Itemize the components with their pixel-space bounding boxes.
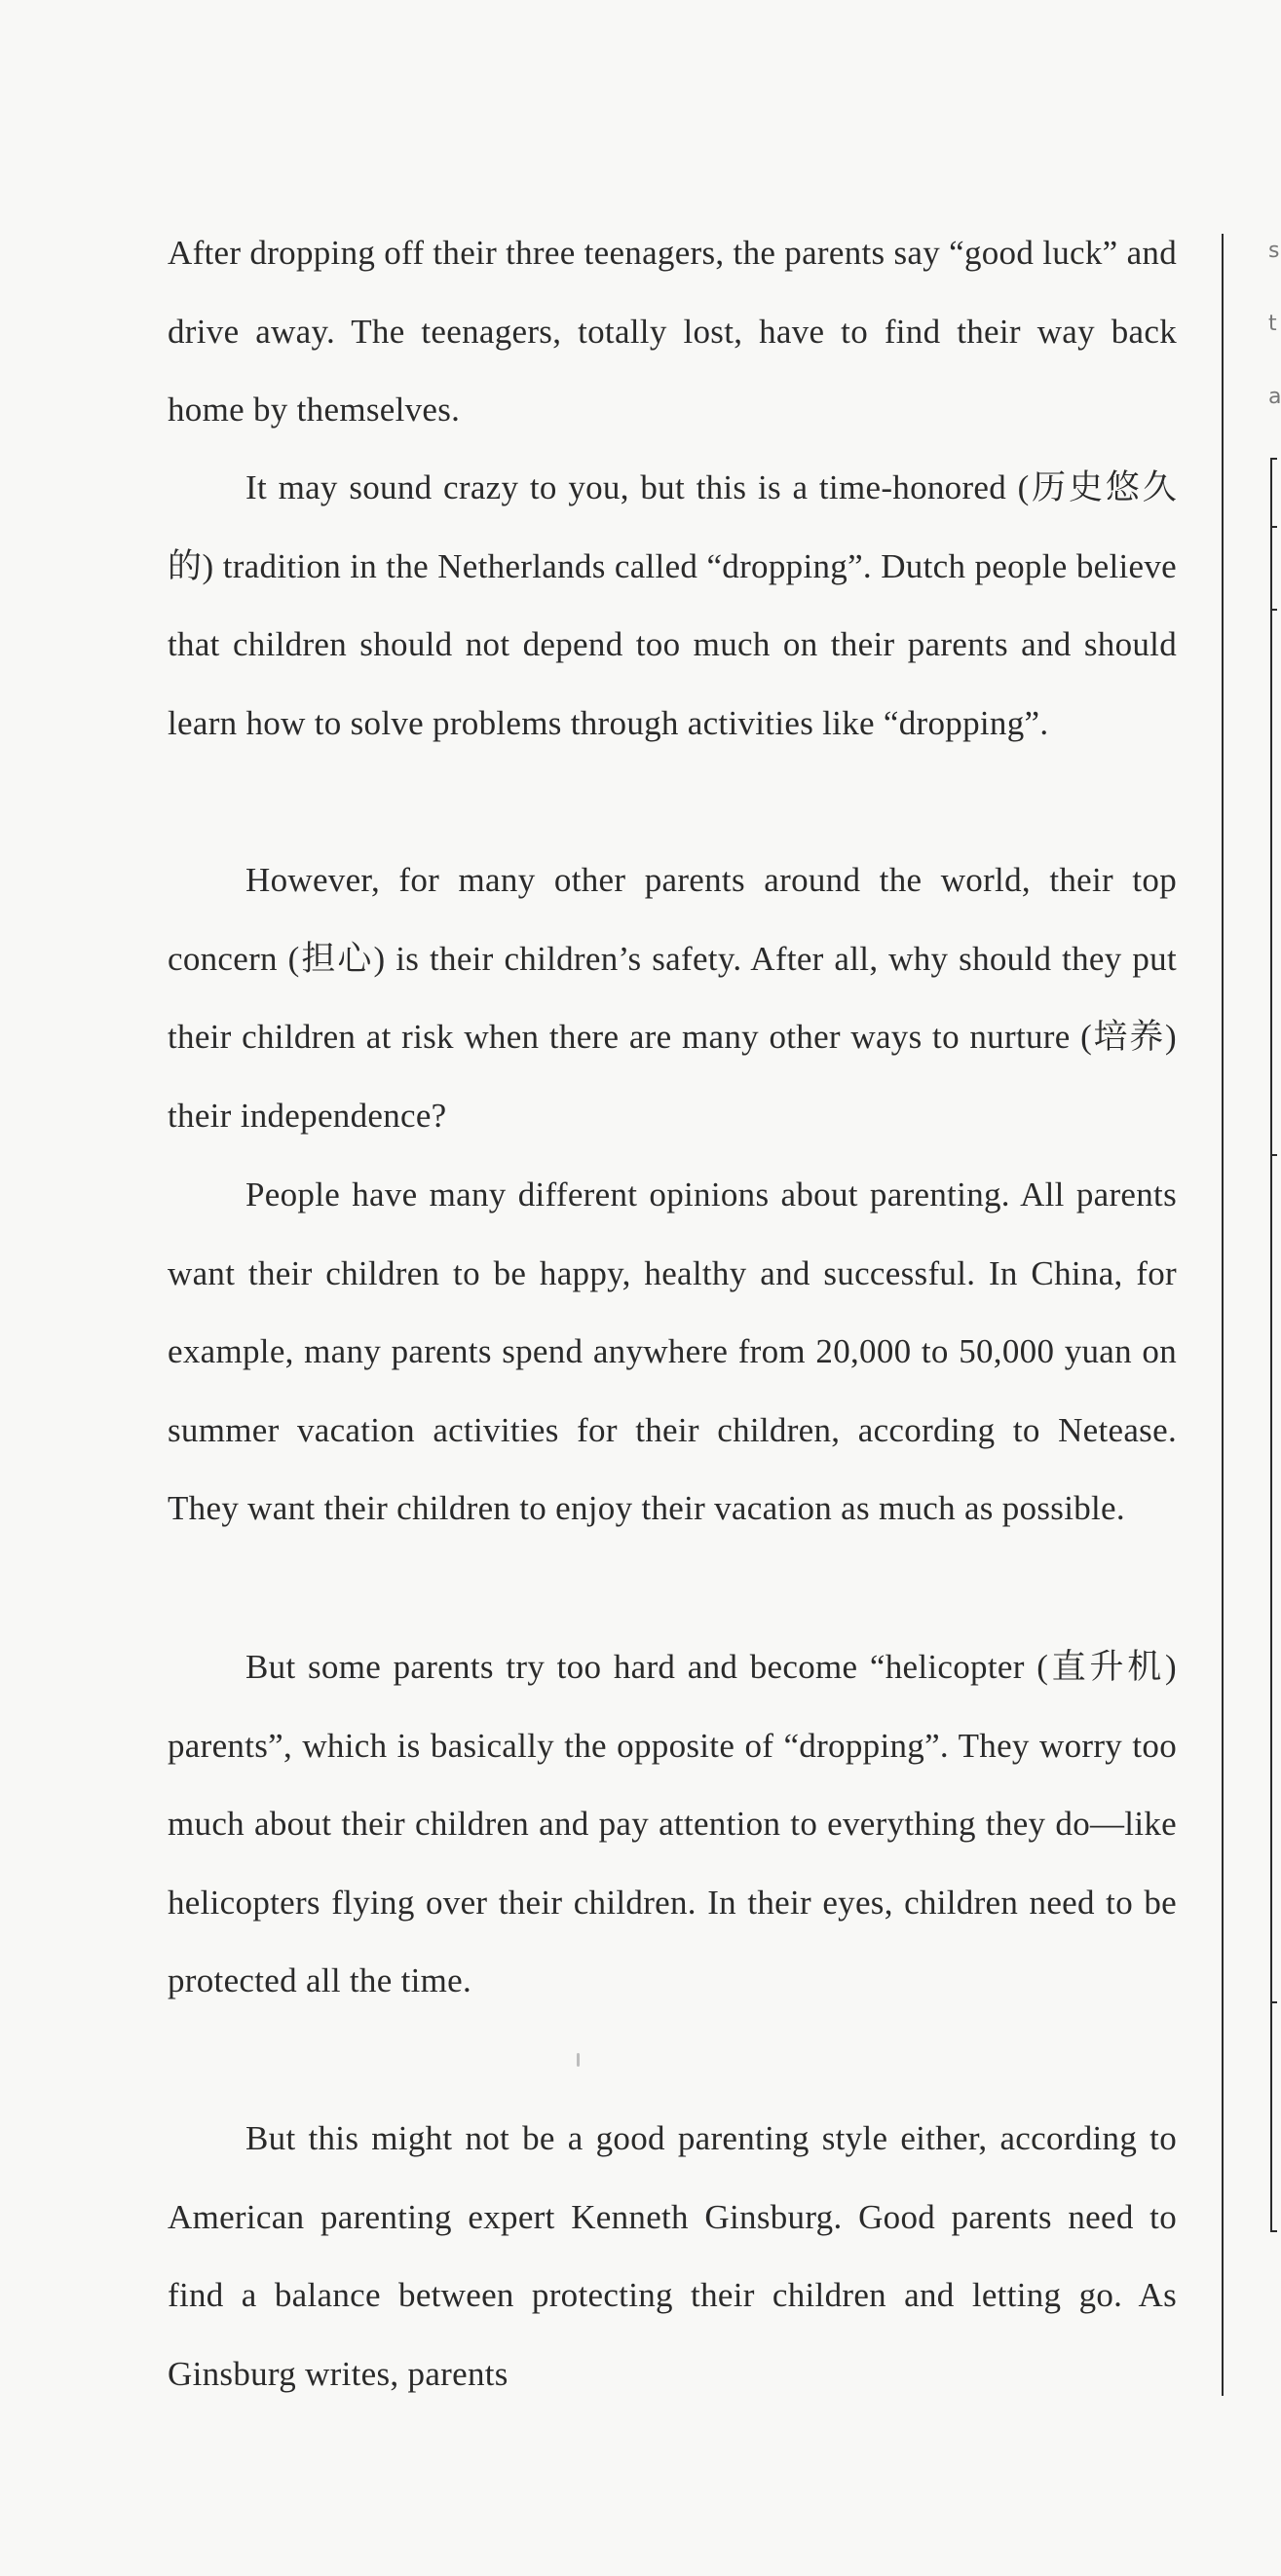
edge-text-3: a [1268, 385, 1281, 409]
paragraph-6: But this might not be a good parenting style either, according to American parenting expert Kenneth Ginsburg. Good parents need to find a balance between protecting their children and letting go. As Ginsburg writes, parents [168, 2119, 1177, 2393]
right-box-row-1 [1270, 526, 1277, 528]
edge-text-2: t [1268, 312, 1277, 336]
right-box-row-3 [1270, 1154, 1277, 1156]
paragraph-3: However, for many other parents around the world, their top concern (担心) is their children’s safety. After all, why should they put their children at risk when there are many other ways to nurture (培养) their independence? [168, 861, 1177, 1135]
right-box-border [1270, 458, 1272, 2230]
right-box-top [1270, 458, 1277, 460]
paragraph-2: It may sound crazy to you, but this is a time-honored (历史悠久的) tradition in the Netherlands called “dropping”. Dutch people believe that children should not depend too much on their parents and should learn how to solve problems through activities like “dropping”. [168, 468, 1177, 742]
right-box-bottom [1270, 2230, 1277, 2232]
right-box-row-2 [1270, 609, 1277, 611]
scan-speck [577, 2053, 580, 2067]
paragraph-1: After dropping off their three teenagers, the parents say “good luck” and drive away. The teenagers, totally lost, have to find their way back home by themselves. [168, 234, 1177, 429]
paragraph-5: But some parents try too hard and become “helicopter (直升机) parents”, which is basically the opposite of “dropping”. They worry too much about their children and pay attention to everything they do—like helicopters flying over their children. In their eyes, children need to be protected all the time. [168, 1648, 1177, 1999]
edge-text-1: s [1268, 239, 1280, 263]
column-divider [1222, 234, 1224, 2396]
paragraph-4: People have many different opinions about parenting. All parents want their children to be happy, healthy and successful. In China, for example, many parents spend anywhere from 20,000 to 50,000 yuan on summer vacation activities for their children, according to Netease. They want their children to enjoy their vacation as much as possible. [168, 1176, 1177, 1527]
right-box-row-4 [1270, 2001, 1277, 2003]
